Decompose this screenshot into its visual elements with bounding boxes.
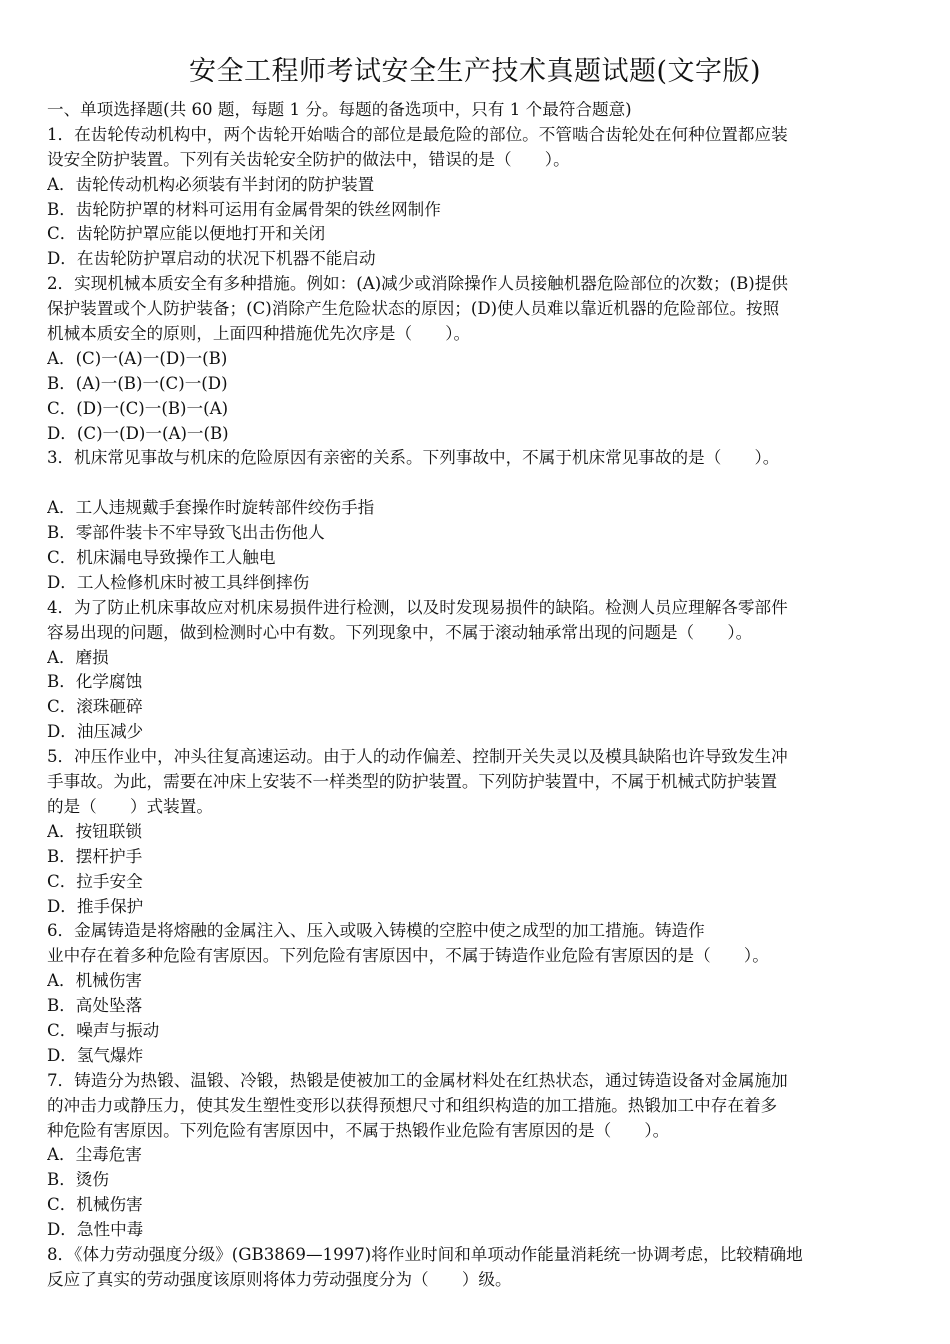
text-line: D．氢气爆炸 (47, 1045, 144, 1065)
text-line: A．(C)一(A)一(D)一(B) (47, 348, 228, 368)
text-line: 7．铸造分为热锻、温锻、冷锻，热锻是使被加工的金属材料处在红热状态，通过铸造设备对金属施加 (47, 1070, 788, 1090)
text-line: 的是（ ）式装置。 (47, 796, 213, 816)
text-line: A．尘毒危害 (47, 1145, 142, 1165)
text-line: 业中存在着多种危险有害原因。下列危险有害原因中，不属于铸造作业危险有害原因的是（ ）。 (47, 946, 769, 966)
text-line: 2．实现机械本质安全有多种措施。例如：(A)减少或消除操作人员接触机器危险部位的次数；(B)提供 (47, 274, 788, 294)
text-line: 机械本质安全的原则，上面四种措施优先次序是（ ）。 (47, 324, 471, 344)
blank-line (47, 471, 912, 496)
text-line: A．工人违规戴手套操作时旋转部件绞伤手指 (47, 498, 375, 518)
text-line: D．(C)一(D)一(A)一(B) (47, 423, 229, 443)
text-line: C．(D)一(C)一(B)一(A) (47, 398, 229, 418)
text-line: D．急性中毒 (47, 1220, 144, 1240)
text-line: 保护装置或个人防护装备；(C)消除产生危险状态的原因；(D)使人员难以靠近机器的危险部位。按照 (47, 299, 780, 319)
text-line: 一、单项选择题(共 60 题，每题 1 分。每题的备选项中，只有 1 个最符合题意) (47, 100, 632, 119)
text-line: 设安全防护装置。下列有关齿轮安全防护的做法中，错误的是（ ）。 (47, 149, 570, 169)
text-line: 反应了真实的劳动强度该原则将体力劳动强度分为（ ）级。 (47, 1269, 512, 1289)
text-line: A．齿轮传动机构必须装有半封闭的防护装置 (47, 174, 375, 194)
text-line: B．(A)一(B)一(C)一(D) (47, 373, 228, 393)
text-line: C．机床漏电导致操作工人触电 (47, 548, 276, 568)
text-line: B．齿轮防护罩的材料可运用有金属骨架的铁丝网制作 (47, 199, 441, 219)
text-line: 6．金属铸造是将熔融的金属注入、压入或吸入铸模的空腔中使之成型的加工措施。铸造作 (47, 921, 705, 941)
text-line: D．在齿轮防护罩启动的状况下机器不能启动 (47, 249, 376, 269)
text-line: C．拉手安全 (47, 871, 143, 891)
text-line: D．工人检修机床时被工具绊倒摔伤 (47, 572, 310, 592)
text-line: A．按钮联锁 (47, 821, 142, 841)
text-line: 手事故。为此，需要在冲床上安装不一样类型的防护装置。下列防护装置中，不属于机械式防护装置 (47, 772, 778, 792)
text-line: 容易出现的问题，做到检测时心中有数。下列现象中，不属于滚动轴承常出现的问题是（ ）。 (47, 622, 753, 642)
text-line: B．烫伤 (47, 1170, 109, 1190)
document-title: 安全工程师考试安全生产技术真题试题(文字版) (188, 56, 762, 87)
text-line: C．滚珠砸碎 (47, 697, 143, 717)
text-line: C．机械伤害 (47, 1195, 143, 1215)
text-line: C．齿轮防护罩应能以便地打开和关闭 (47, 224, 326, 244)
text-line: B．化学腐蚀 (47, 672, 143, 692)
text-line: 1．在齿轮传动机构中，两个齿轮开始啮合的部位是最危险的部位。不管啮合齿轮处在何种位置都应装 (47, 124, 788, 144)
text-line: D．油压减少 (47, 722, 144, 742)
text-line: 种危险有害原因。下列危险有害原因中，不属于热锻作业危险有害原因的是（ ）。 (47, 1120, 670, 1140)
text-line: C．噪声与振动 (47, 1020, 160, 1040)
text-line: 3．机床常见事故与机床的危险原因有亲密的关系。下列事故中，不属于机床常见事故的是（ ）。 (47, 448, 780, 468)
text-line: A．磨损 (47, 647, 109, 667)
text-line: A．机械伤害 (47, 971, 142, 991)
text-line: 4．为了防止机床事故应对机床易损件进行检测，以及时发现易损件的缺陷。检测人员应理解各零部件 (47, 597, 788, 617)
text-line: 的冲击力或静压力，使其发生塑性变形以获得预想尺寸和组织构造的加工措施。热锻加工中存在着多 (47, 1095, 778, 1115)
text-line: B．零部件装卡不牢导致飞出击伤他人 (47, 523, 325, 543)
text-line: 5．冲压作业中，冲头往复高速运动。由于人的动作偏差、控制开关失灵以及模具缺陷也许导致发生冲 (47, 747, 788, 767)
text-line: B．高处坠落 (47, 996, 143, 1016)
document-body (47, 98, 912, 1293)
text-line: D．推手保护 (47, 896, 144, 916)
text-line: 8．《体力劳动强度分级》(GB3869—1997)将作业时间和单项动作能量消耗统一协调考虑，比较精确地 (47, 1244, 803, 1264)
text-line: B．摆杆护手 (47, 846, 143, 866)
